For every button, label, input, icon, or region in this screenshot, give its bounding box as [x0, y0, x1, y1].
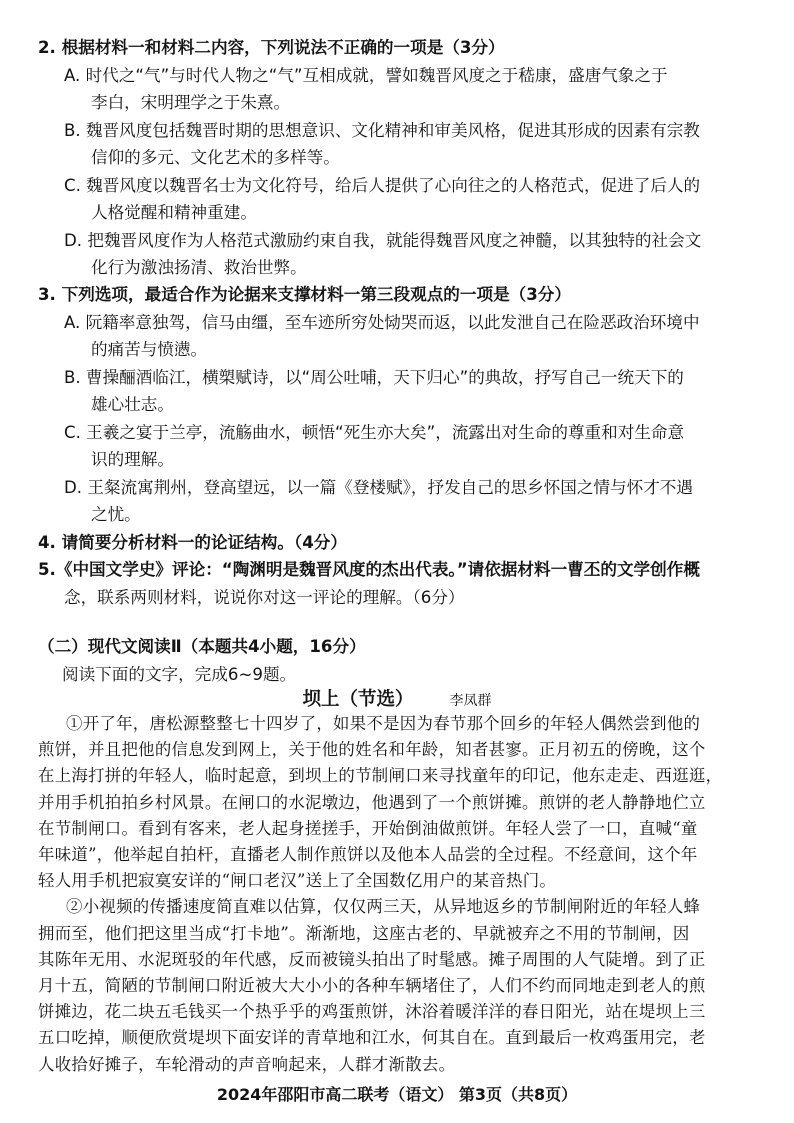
question-5-stem: 5.《中国文学史》评论：“陶渊明是魏晋风度的杰出代表。”请依据材料一曹丕的文学创作概: [38, 560, 700, 579]
question-2-option-a: A. 时代之“气”与时代人物之“气”互相成就，譬如魏晋风度之于嵇康，盛唐气象之于: [64, 66, 668, 85]
article-line: 在上海打拼的年轻人，临时起意，到坝上的节制闸口来寻找童年的印记，他东走走、西逛逛，: [38, 766, 723, 786]
question-3-option-a: A. 阮籍率意独驾，信马由缰，至车迹所穷处恸哭而返，以此发泄自己在险恶政治环境中: [64, 313, 700, 332]
question-3-option-a-cont: 的痛苦与愤懑。: [91, 340, 208, 359]
question-2-option-d-cont: 化行为激浊扬清、救治世弊。: [91, 258, 307, 277]
article-line: 煎饼，并且把他的信息发到网上，关于他的姓名和年龄，知者甚寥。正月初五的傍晚，这个: [38, 740, 706, 760]
article-line: 在节制闸口。看到有客来，老人起身搓搓手，开始倒油做煎饼。年轻人尝了一口，直喊“童: [38, 818, 698, 838]
question-3-option-b-cont: 雄心壮志。: [91, 395, 174, 414]
article-line: 人收拾好摊子，车轮滑动的声音响起来，人群才渐散去。: [38, 1054, 456, 1074]
question-2-option-c: C. 魏晋风度以魏晋名士为文化符号，给后人提供了心向往之的人格范式，促进了后人的: [64, 176, 701, 195]
article-line: 饼摊边，花二块五毛钱买一个热乎乎的鸡蛋煎饼，沐浴着暖洋洋的春日阳光，站在堤坝上三: [38, 1002, 706, 1022]
question-4-stem: 4. 请简要分析材料一的论证结构。（4分）: [38, 533, 347, 552]
article-title-row: [0, 688, 794, 713]
question-3-option-c-cont: 识的理解。: [91, 450, 174, 469]
article-line: 年味道”，他举起自拍杆，直播老人制作煎饼以及他本人品尝的全过程。不经意间，这个年: [38, 845, 698, 864]
page-footer: 2024年邵阳市高二联考（语文） 第3页（共8页）: [216, 1084, 578, 1104]
question-3-option-b: B. 曹操酾酒临江，横槊赋诗，以“周公吐哺，天下归心”的典故，抒写自己一统天下的: [64, 368, 684, 387]
question-2-option-b: B. 魏晋风度包括魏晋时期的思想意识、文化精神和审美风格，促进其形成的因素有宗教: [64, 121, 700, 140]
section-heading: （二）现代文阅读Ⅱ（本题共4小题，16分）: [38, 637, 366, 656]
article-line: ②小视频的传播速度简直难以估算，仅仅两三天，从异地返乡的节制闸附近的年轻人蜂: [66, 897, 701, 917]
question-3-option-d: D. 王粲流寓荆州，登高望远，以一篇《登楼赋》，抒发自己的思乡怀国之情与怀才不遇: [64, 478, 693, 497]
article-line: 月十五，简陋的节制闸口附近被大大小小的各种车辆堵住了，人们不约而同地走到老人的煎: [38, 976, 706, 995]
question-3-option-d-cont: 之忧。: [91, 505, 141, 524]
question-2-option-d: D. 把魏晋风度作为人格范式激励约束自我，就能得魏晋风度之神髓，以其独特的社会文: [64, 231, 702, 250]
question-2-option-c-cont: 人格觉醒和精神重建。: [91, 203, 257, 222]
article-author: 李凤群: [449, 693, 492, 709]
article-line: ①开了年，唐松源整整七十四岁了，如果不是因为春节那个回乡的年轻人偶然尝到他的: [66, 714, 701, 733]
question-3-option-c: C. 王羲之宴于兰亭，流觞曲水，顿悟“死生亦大矣”，流露出对生命的尊重和对生命意: [64, 423, 685, 442]
article-line: 其陈年无用、水泥斑驳的年代感，反而被镜头拍出了时髦感。摊子周围的人气陡增。到了正: [38, 949, 706, 969]
question-2-option-b-cont: 信仰的多元、文化艺术的多样等。: [91, 148, 340, 167]
question-2-stem: 2. 根据材料一和材料二内容，下列说法不正确的一项是（3分）: [38, 38, 505, 57]
article-line: 拥而至，他们把这里当成“打卡地”。渐渐地，这座古老的、早就被弃之不用的节制闸，因: [38, 923, 690, 943]
article-title: 坝上（节选）: [302, 689, 414, 710]
article-line: 五口吃掉，顺便欣赏堤坝下面安详的青草地和江水，何其自在。直到最后一枚鸡蛋用完，老: [38, 1028, 706, 1048]
question-2-option-a-cont: 李白，宋明理学之于朱熹。: [91, 93, 291, 112]
question-5-stem-cont: 念，联系两则材料，说说你对这一评论的理解。（6分）: [64, 588, 465, 607]
question-3-stem: 3. 下列选项，最适合作为论据来支撑材料一第三段观点的一项是（3分）: [38, 285, 571, 304]
section-instructions: 阅读下面的文字，完成6~9题。: [62, 665, 297, 684]
article-line: 轻人用手机把寂寞安详的“闸口老汉”送上了全国数亿用户的某音热门。: [38, 871, 557, 891]
article-line: 并用手机拍拍乡村风景。在闸口的水泥墩边，他遇到了一个煎饼摊。煎饼的老人静静地伫立: [38, 792, 706, 812]
